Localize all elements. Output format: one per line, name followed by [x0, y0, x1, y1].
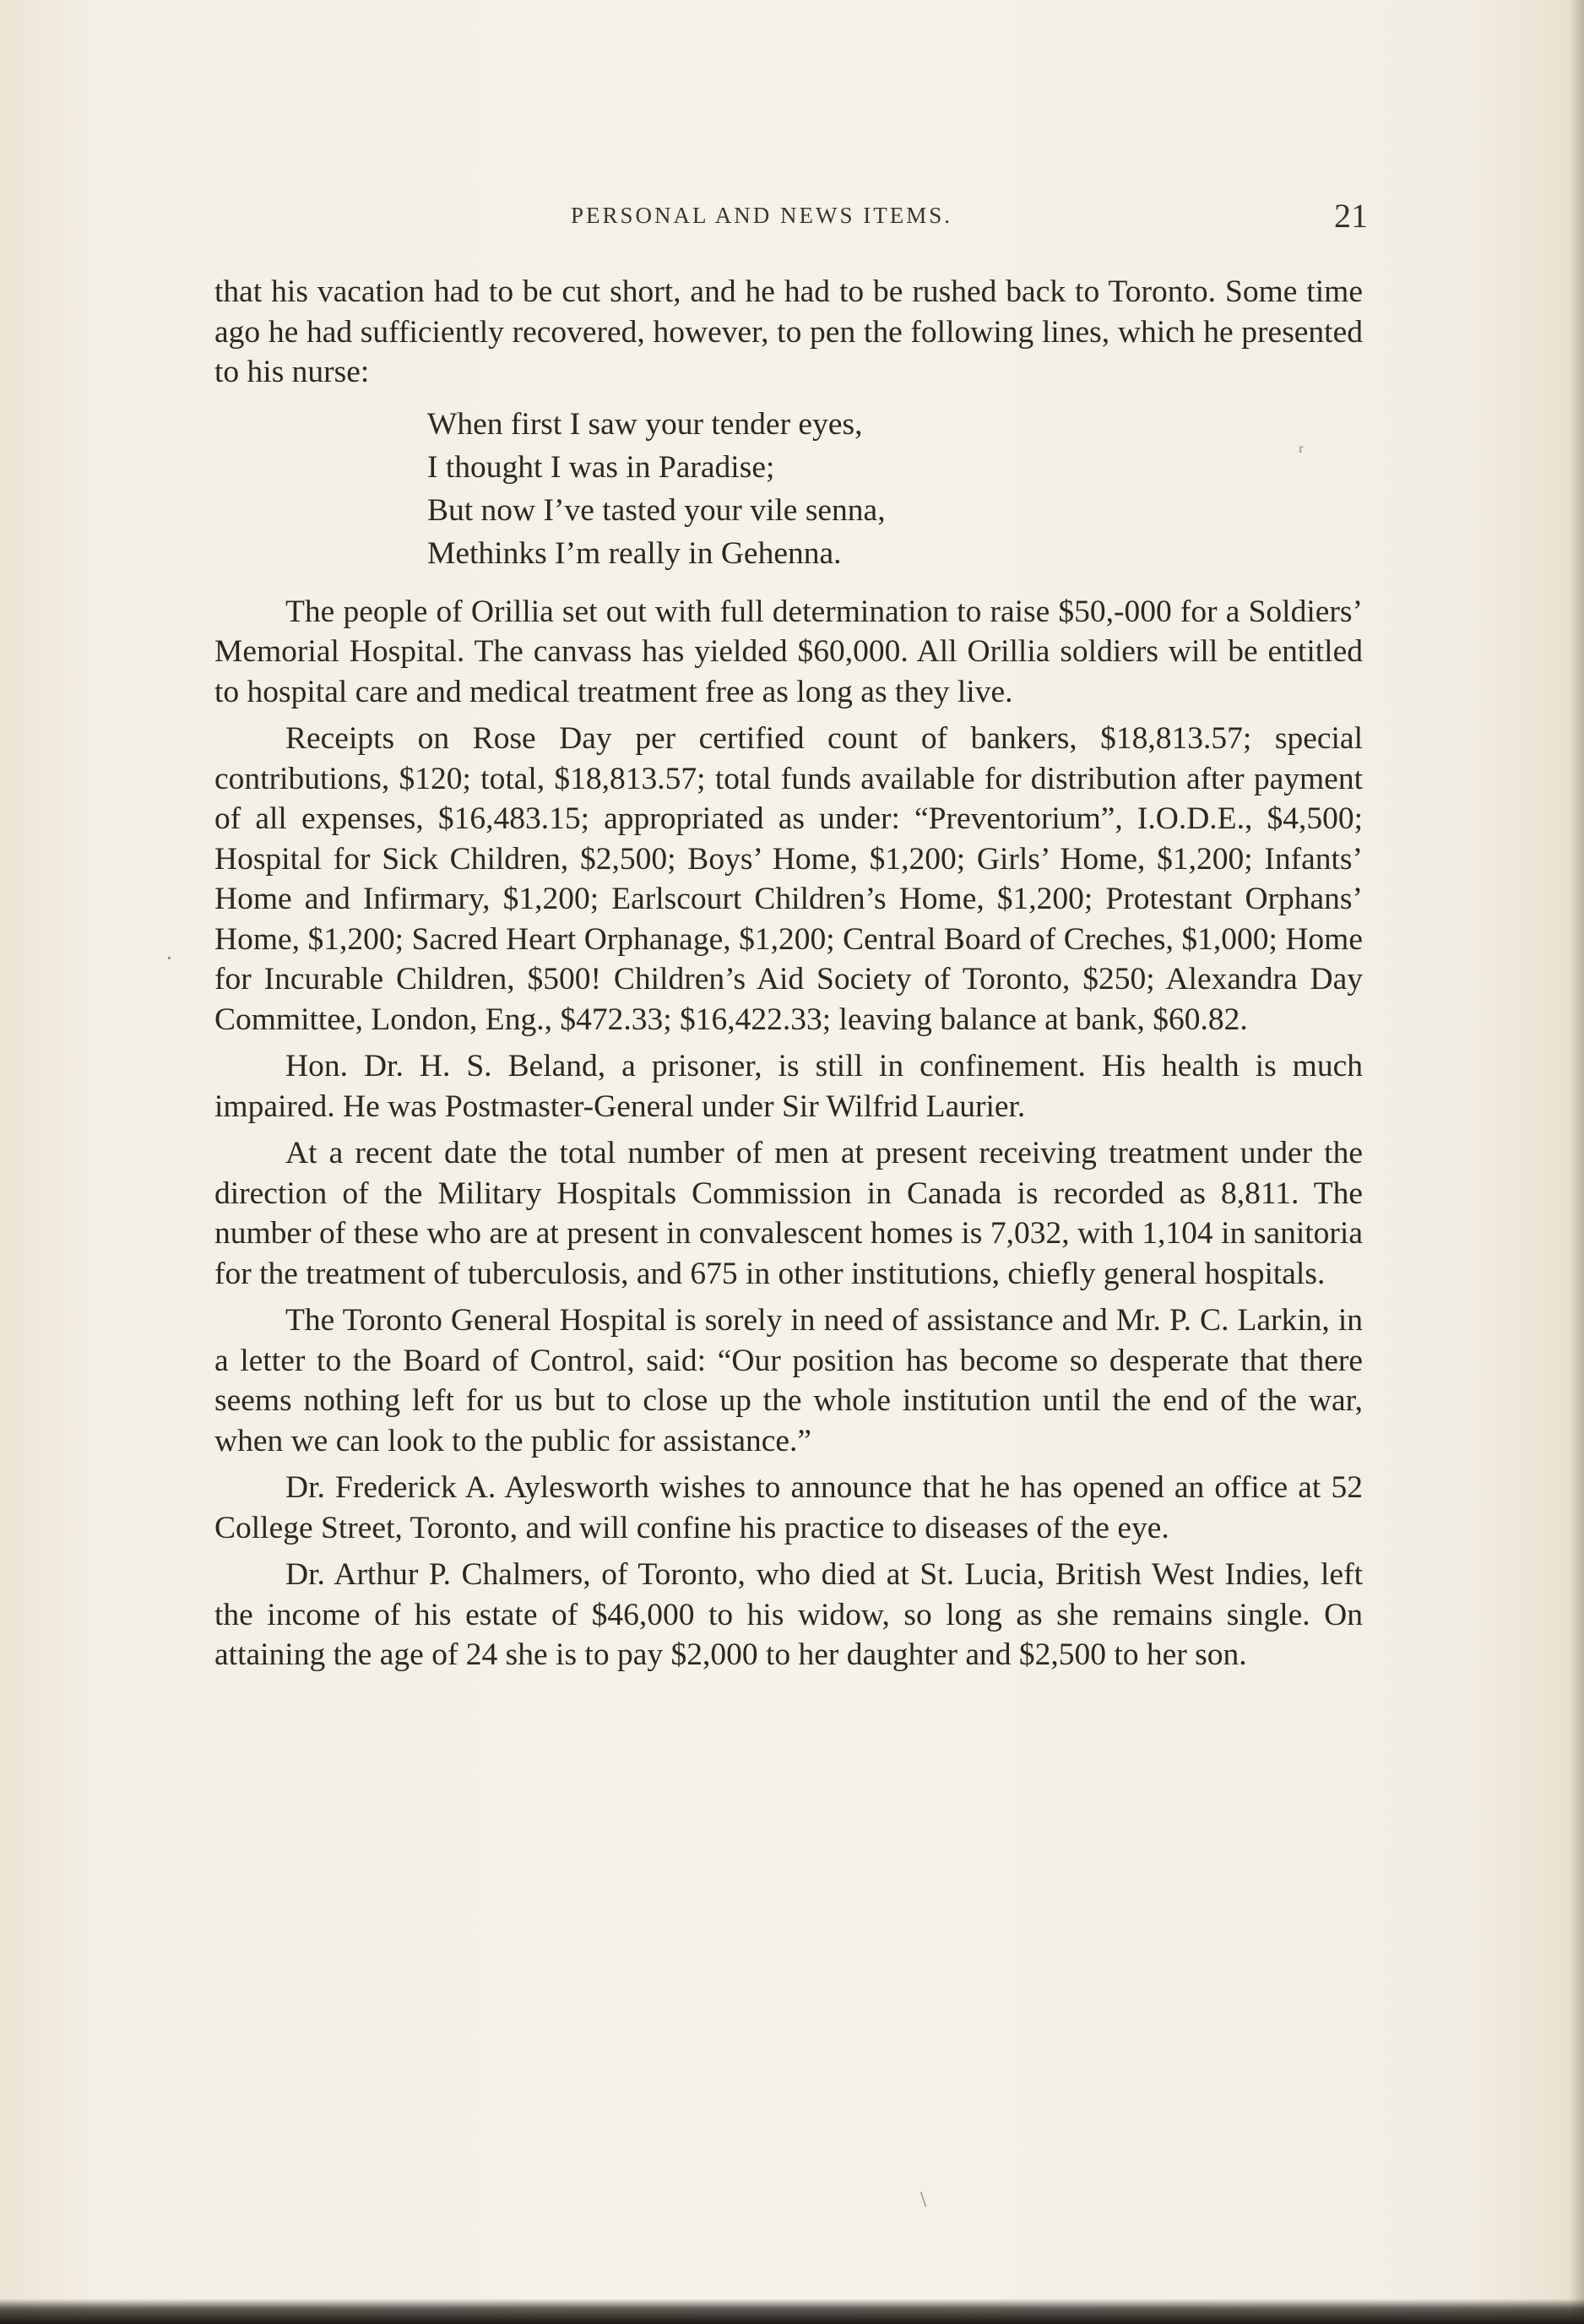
paragraph-chalmers: Dr. Arthur P. Chalmers, of Toronto, who died at St. Lucia, British West Indies, left the income of his estate of $46,000 to his widow, so long as she remains single. On attaining the age of 24 she is to pay $2,000 to her daughter and $2,500 to her son. — [214, 1557, 1363, 1672]
paragraph-toronto-general: The Toronto General Hospital is sorely in need of assistance and Mr. P. C. Larkin, in a letter to the Board of Control, said: “Our position has become so desperate that there seems nothing left for us but to close up the whole institution until the end of the war, when we can look to the public for assistance.” — [214, 1303, 1363, 1458]
page-edge-shadow — [1569, 0, 1584, 2324]
stray-mark: ʳ — [1299, 439, 1304, 464]
paragraph-military-hospitals: At a recent date the total number of men at present receiving treatment under the direction of the Military Hospitals Commission in Canada is recorded as 8,811. The number of these who are at present in convalescent homes is 7,032, with 1,104 in sanitoria for the treatment of tuberculosis, and 675 in other institutions, chiefly general hospitals. — [214, 1136, 1363, 1291]
paragraph-beland: Hon. Dr. H. S. Beland, a prisoner, is still in confinement. His health is much impaired. He was Postmaster-General under Sir Wilfrid Laurier. — [214, 1049, 1363, 1124]
page-bottom-shadow — [0, 2299, 1584, 2324]
paragraph-vacation: that his vacation had to be cut short, and he had to be rushed back to Toronto. Some time ago he had sufficiently recovered, however, to pen the following lines, which he presented to his nurse: — [214, 274, 1363, 389]
running-title: PERSONAL AND NEWS ITEMS. — [571, 203, 953, 228]
page-number: 21 — [1334, 197, 1368, 235]
poem — [427, 403, 1363, 575]
poem-line: I thought I was in Paradise; — [427, 449, 775, 485]
stray-dot: · — [165, 946, 173, 970]
poem-line: Methinks I’m really in Gehenna. — [427, 535, 842, 571]
paragraph-aylesworth: Dr. Frederick A. Aylesworth wishes to announce that he has opened an office at 52 College Street, Toronto, and will confine his practice to diseases of the eye. — [214, 1470, 1363, 1545]
paragraph-rose-day: Receipts on Rose Day per certified count of bankers, $18,813.57; special contributions, $120; total, $18,813.57; total funds available for distribution after payment of all expenses, $16,483.15; appropriated as under: “Preventorium”, I.O.D.E., $4,500; Hospital for Sick Children, $2,500; Boys’ Home, $1,200; Girls’ Home, $1,200; Infants’ Home and Infirmary, $1,200; Earlscourt Children’s Home, $1,200; Protestant Orphans’ Home, $1,200; Sacred Heart Orphanage, $1,200; Central Board of Creches, $1,000; Home for Incurable Children, $500! Children’s Aid Society of Toronto, $250; Alexandra Day Committee, London, Eng., $472.33; $16,422.33; leaving balance at bank, $60.82. — [214, 721, 1363, 1037]
paragraph-orillia: The people of Orillia set out with full determination to raise $50,-000 for a Soldiers’ Memorial Hospital. The canvass has yielded $60,000. All Orillia soldiers will be entitled to hospital care and medical treatment free as long as they live. — [214, 594, 1363, 709]
running-head — [211, 196, 1368, 238]
poem-line: But now I’ve tasted your vile senna, — [427, 492, 886, 528]
poem-line: When first I saw your tender eyes, — [427, 406, 863, 442]
body-text — [214, 272, 1363, 1682]
stray-mark: \ — [920, 2187, 927, 2212]
